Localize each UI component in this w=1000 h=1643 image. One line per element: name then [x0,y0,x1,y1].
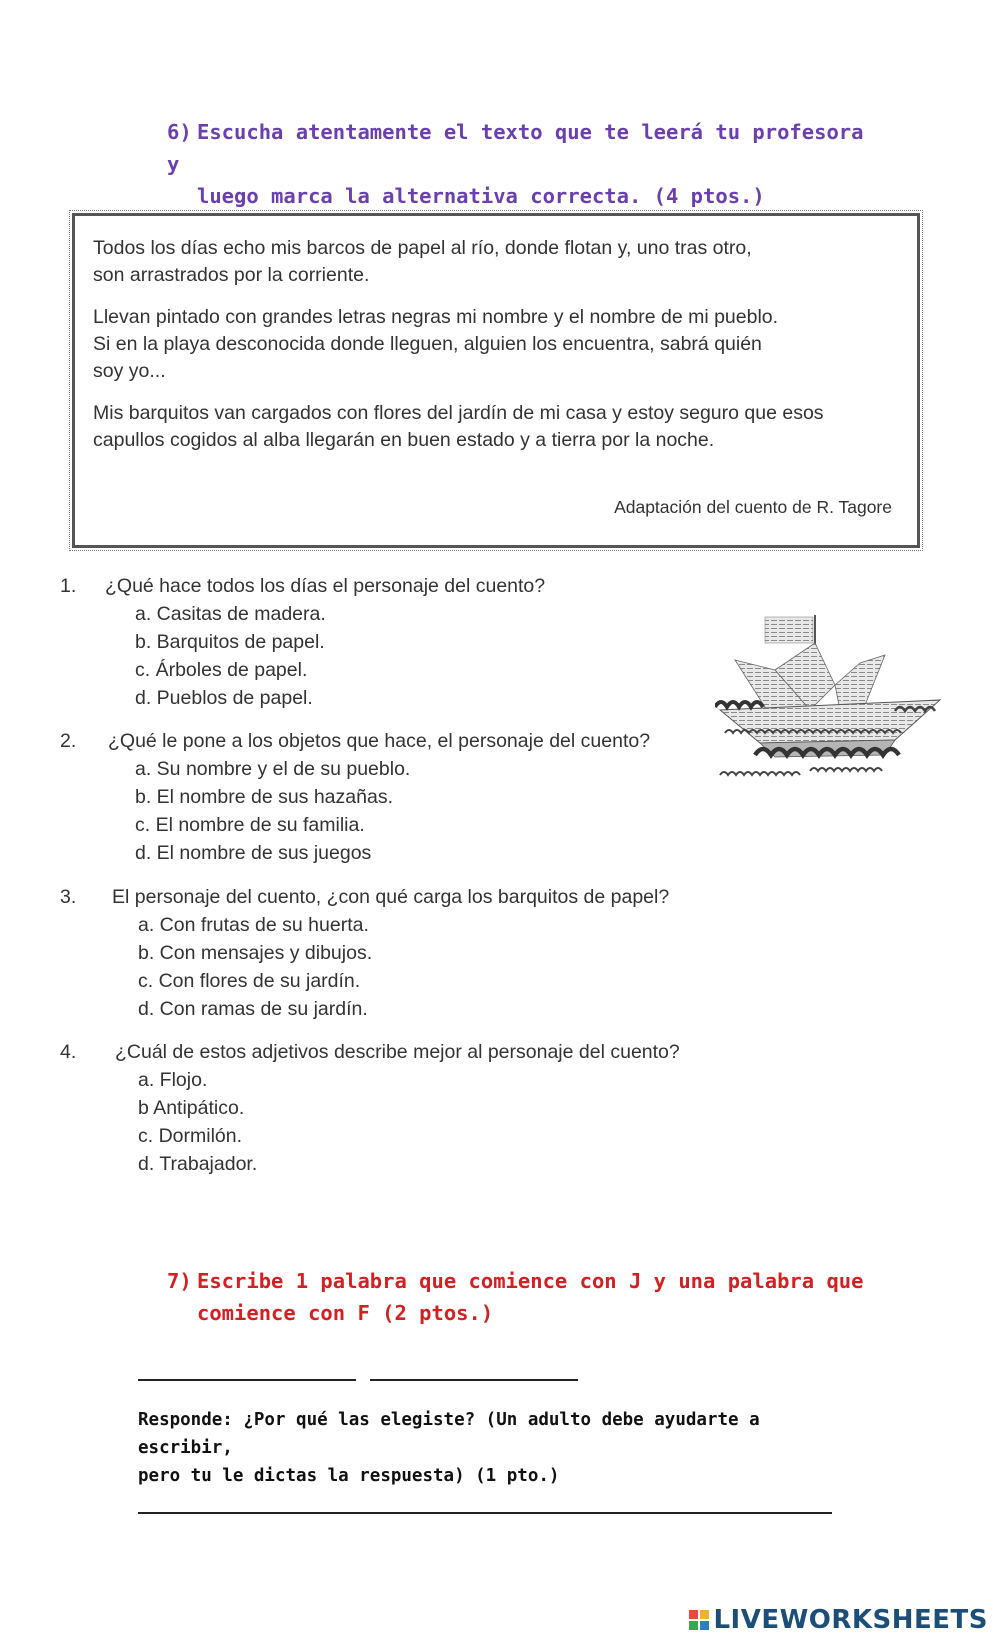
question-2-option-a[interactable]: a. Su nombre y el de su pueblo. [135,758,411,780]
section-7-title-line-1: Escribe 1 palabra que comience con J y una palabra que [197,1269,864,1293]
section-6-title-line-1: Escucha atentamente el texto que te leerá tu profesora y [167,120,864,176]
brand-text: LIVEWORKSHEETS [713,1605,988,1635]
question-3-option-d[interactable]: d. Con ramas de su jardín. [138,998,368,1020]
question-4-number: 4. [60,1041,77,1063]
respond-prompt [138,1406,838,1490]
question-4-option-c[interactable]: c. Dormilón. [138,1125,243,1147]
question-4-text: ¿Cuál de estos adjetivos describe mejor al personaje del cuento? [115,1041,680,1063]
question-1-number: 1. [60,575,77,597]
section-7-title-line-2: comience con F (2 ptos.) [197,1301,494,1325]
paper-boat-illustration-icon [715,615,945,815]
question-2-option-b[interactable]: b. El nombre de sus hazañas. [135,786,393,808]
liveworksheets-brand [689,1605,988,1635]
question-1-option-c[interactable]: c. Árboles de papel. [135,659,308,681]
question-1-option-d[interactable]: d. Pueblos de papel. [135,687,313,709]
question-4-option-a[interactable]: a. Flojo. [138,1069,208,1091]
question-2-option-c[interactable]: c. El nombre de su familia. [135,814,365,836]
story-p2-line-1: Llevan pintado con grandes letras negras mi nombre y el nombre de mi pueblo. [93,306,779,328]
question-3-text: El personaje del cuento, ¿con qué carga los barquitos de papel? [112,886,670,908]
question-4-option-b[interactable]: b Antipático. [138,1097,245,1119]
liveworksheets-logo-icon [689,1610,709,1630]
section-6-title [167,116,867,212]
question-4-option-d[interactable]: d. Trabajador. [138,1153,258,1175]
section-6-title-line-2: luego marca la alternativa correcta. (4 ptos.) [197,184,765,208]
question-2-number: 2. [60,730,77,752]
answer-blank-explanation[interactable] [138,1512,832,1514]
respond-line-1: Responde: ¿Por qué las elegiste? (Un adulto debe ayudarte a escribir, [138,1410,760,1458]
answer-blank-f-word[interactable] [370,1379,578,1381]
respond-line-2: pero tu le dictas la respuesta) (1 pto.) [138,1466,560,1486]
story-p1-line-1: Todos los días echo mis barcos de papel al río, donde flotan y, uno tras otro, [93,237,752,259]
question-3-option-b[interactable]: b. Con mensajes y dibujos. [138,942,373,964]
story-paragraph-3 [93,400,893,454]
question-3-option-a[interactable]: a. Con frutas de su huerta. [138,914,369,936]
story-p2-line-3: soy yo... [93,360,166,382]
story-p1-line-2: son arrastrados por la corriente. [93,264,370,286]
section-6-number: 6) [167,120,192,144]
story-p3-line-1: Mis barquitos van cargados con flores del jardín de mi casa y estoy seguro que esos [93,402,824,424]
story-paragraph-2 [93,304,893,385]
question-1-option-a[interactable]: a. Casitas de madera. [135,603,326,625]
story-paragraph-1 [93,235,893,289]
story-p3-line-2: capullos cogidos al alba llegarán en buen estado y a tierra por la noche. [93,429,715,451]
story-p2-line-2: Si en la playa desconocida donde lleguen, alguien los encuentra, sabrá quién [93,333,762,355]
question-2-text: ¿Qué le pone a los objetos que hace, el personaje del cuento? [108,730,651,752]
section-7-number: 7) [167,1269,192,1293]
question-1-option-b[interactable]: b. Barquitos de papel. [135,631,325,653]
question-2-option-d[interactable]: d. El nombre de sus juegos [135,842,372,864]
answer-blank-j-word[interactable] [138,1379,356,1381]
question-3-number: 3. [60,886,77,908]
section-7-title [167,1265,867,1329]
story-credit: Adaptación del cuento de R. Tagore [614,497,892,517]
question-1-text: ¿Qué hace todos los días el personaje del cuento? [105,575,546,597]
question-3-option-c[interactable]: c. Con flores de su jardín. [138,970,361,992]
